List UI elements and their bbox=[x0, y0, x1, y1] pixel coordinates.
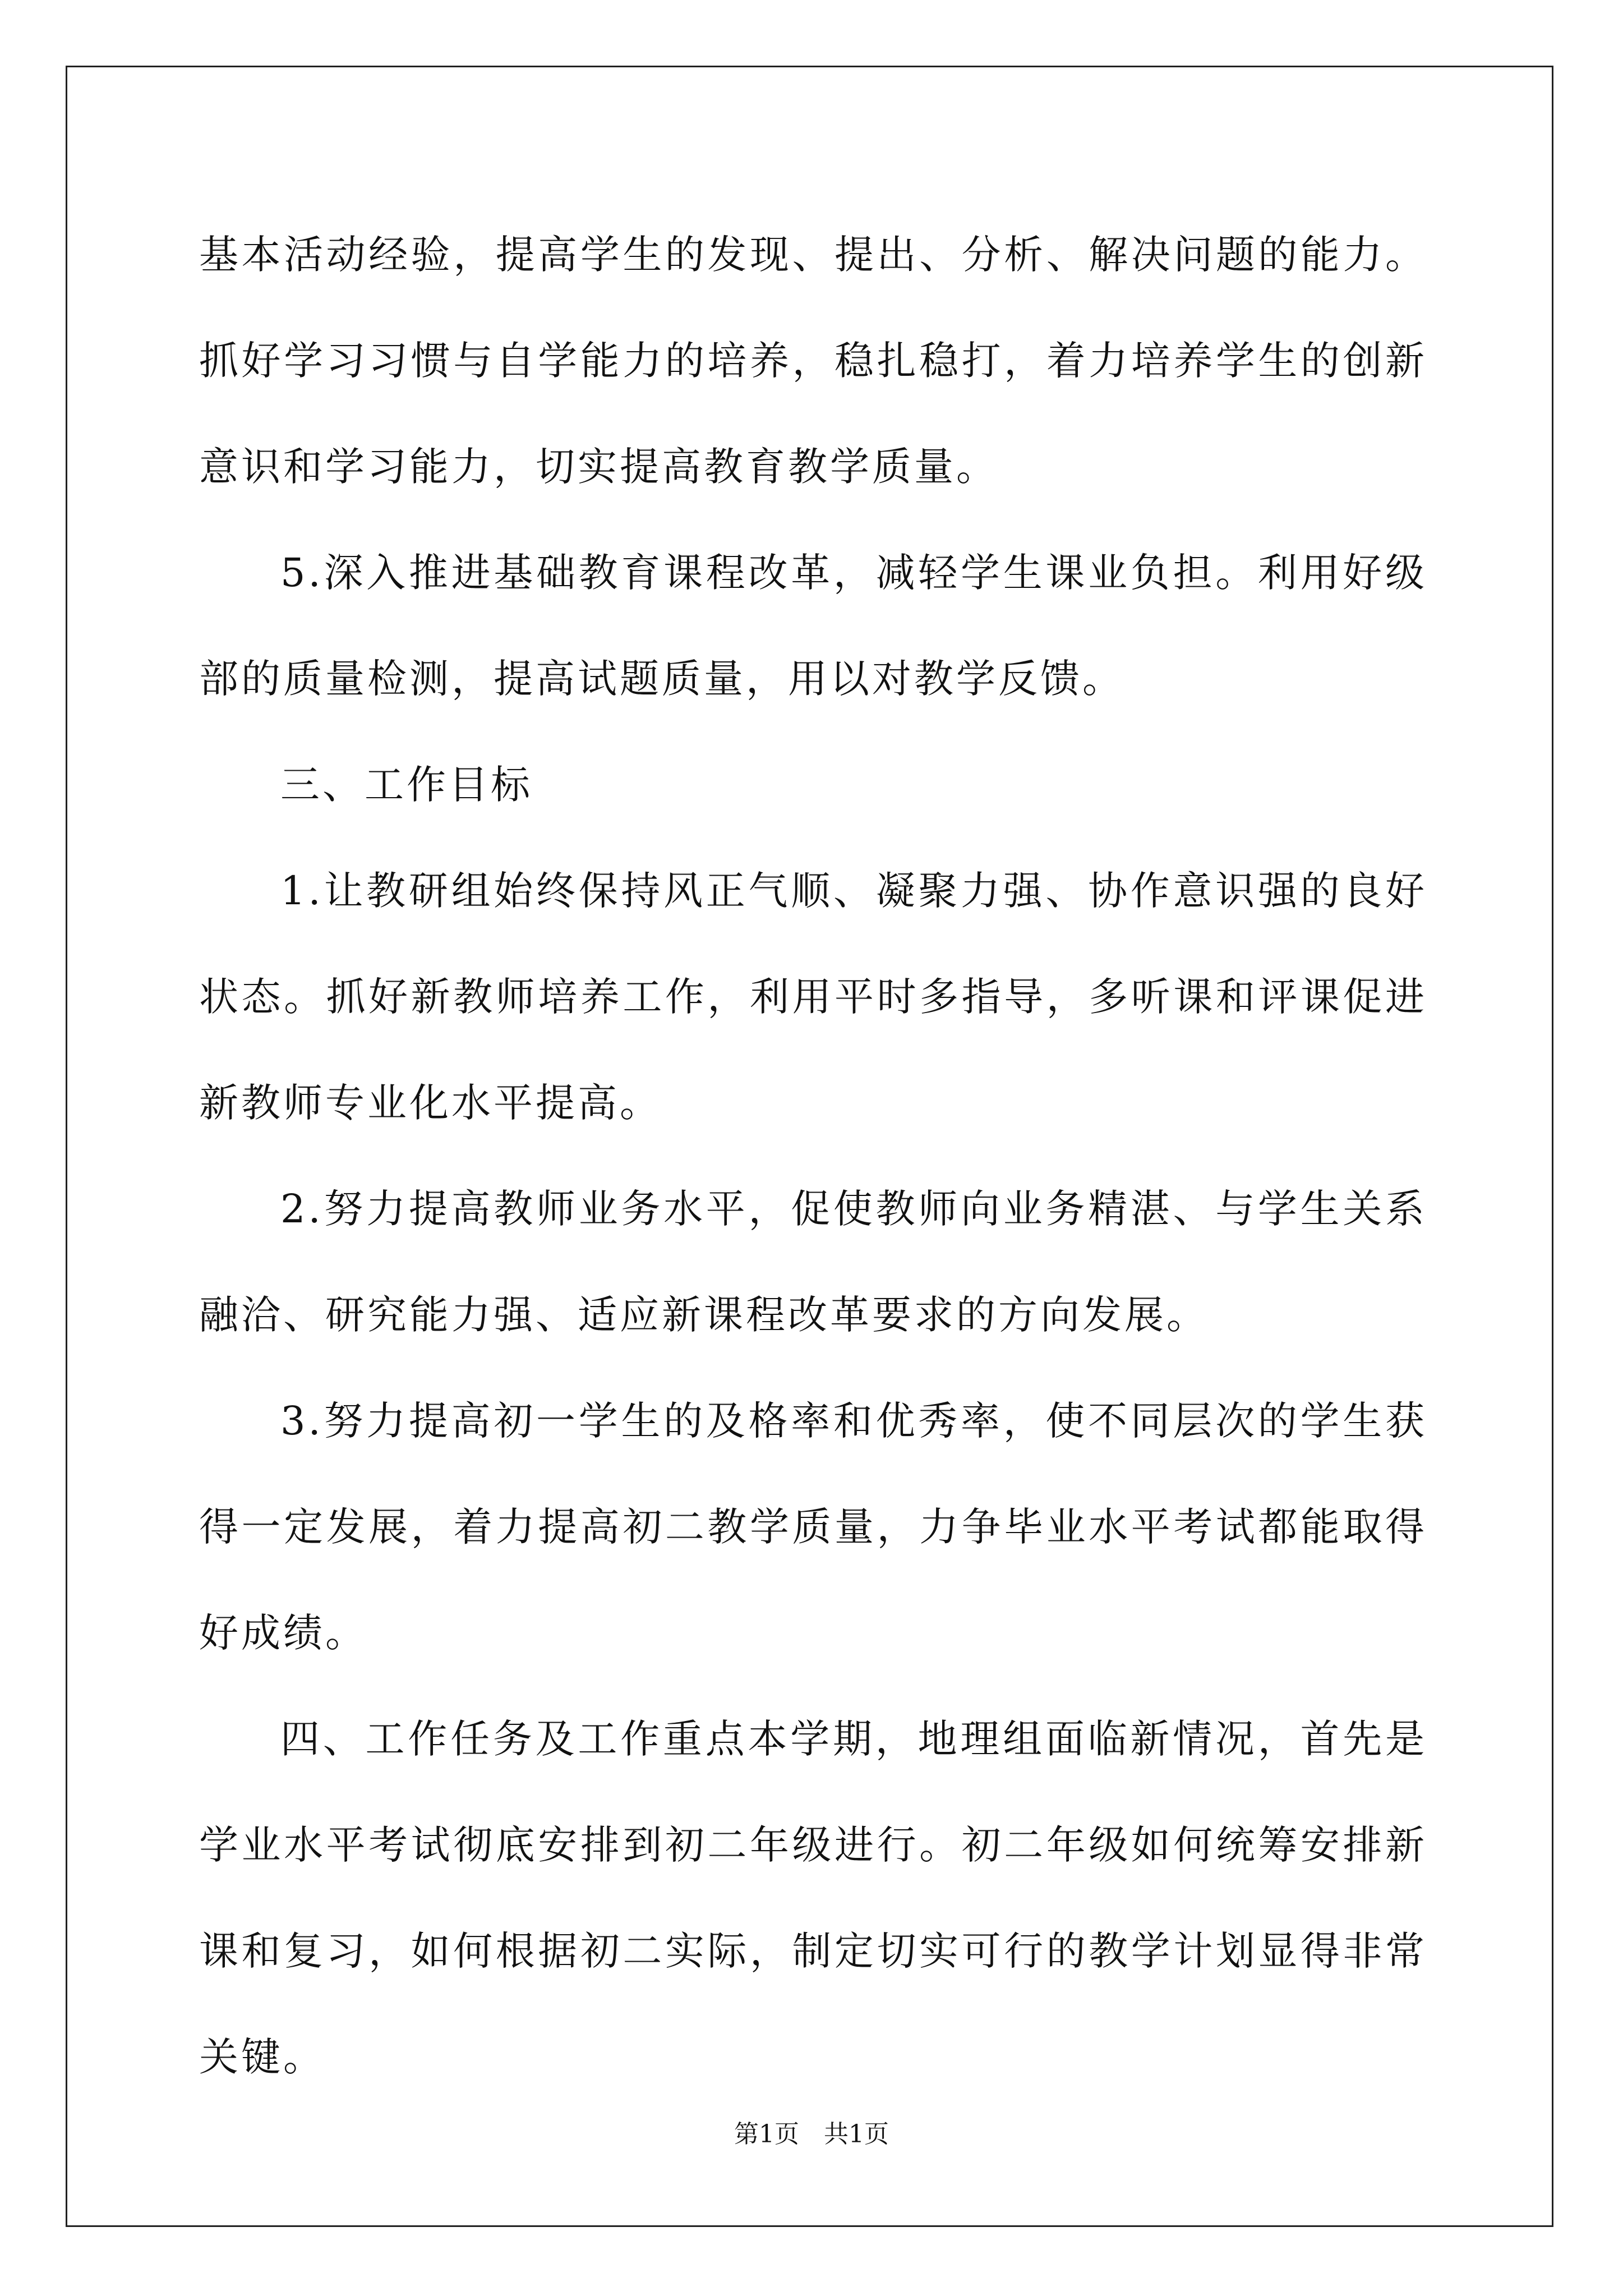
page-footer: 第1页 共1页 bbox=[734, 2120, 889, 2148]
paragraph: 3.努力提高初一学生的及格率和优秀率，使不同层次的学生获得一定发展，着力提高初二教学质量，力争毕业水平考试都能取得好成绩。 bbox=[199, 1398, 1427, 1656]
paragraph: 基本活动经验，提高学生的发现、提出、分析、解决问题的能力。抓好学习习惯与自学能力的培养，稳扎稳打，着力培养学生的创新意识和学习能力，切实提高教育教学质量。 bbox=[199, 232, 1427, 490]
paragraph: 四、工作任务及工作重点本学期，地理组面临新情况，首先是学业水平考试彻底安排到初二年级进行。初二年级如何统筹安排新课和复习，如何根据初二实际，制定切实可行的教学计划显得非常关键。 bbox=[199, 1716, 1427, 2080]
section-heading: 三、工作目标 bbox=[280, 762, 533, 808]
document-body bbox=[199, 202, 1427, 2110]
paragraph: 2.努力提高教师业务水平，促使教师向业务精湛、与学生关系融洽、研究能力强、适应新课程改革要求的方向发展。 bbox=[199, 1186, 1427, 1338]
paragraph: 1.让教研组始终保持风正气顺、凝聚力强、协作意识强的良好状态。抓好新教师培养工作，利用平时多指导，多听课和评课促进新教师专业化水平提高。 bbox=[199, 868, 1427, 1126]
paragraph: 5.深入推进基础教育课程改革，减轻学生课业负担。利用好级部的质量检测，提高试题质量，用以对教学反馈。 bbox=[199, 550, 1427, 702]
